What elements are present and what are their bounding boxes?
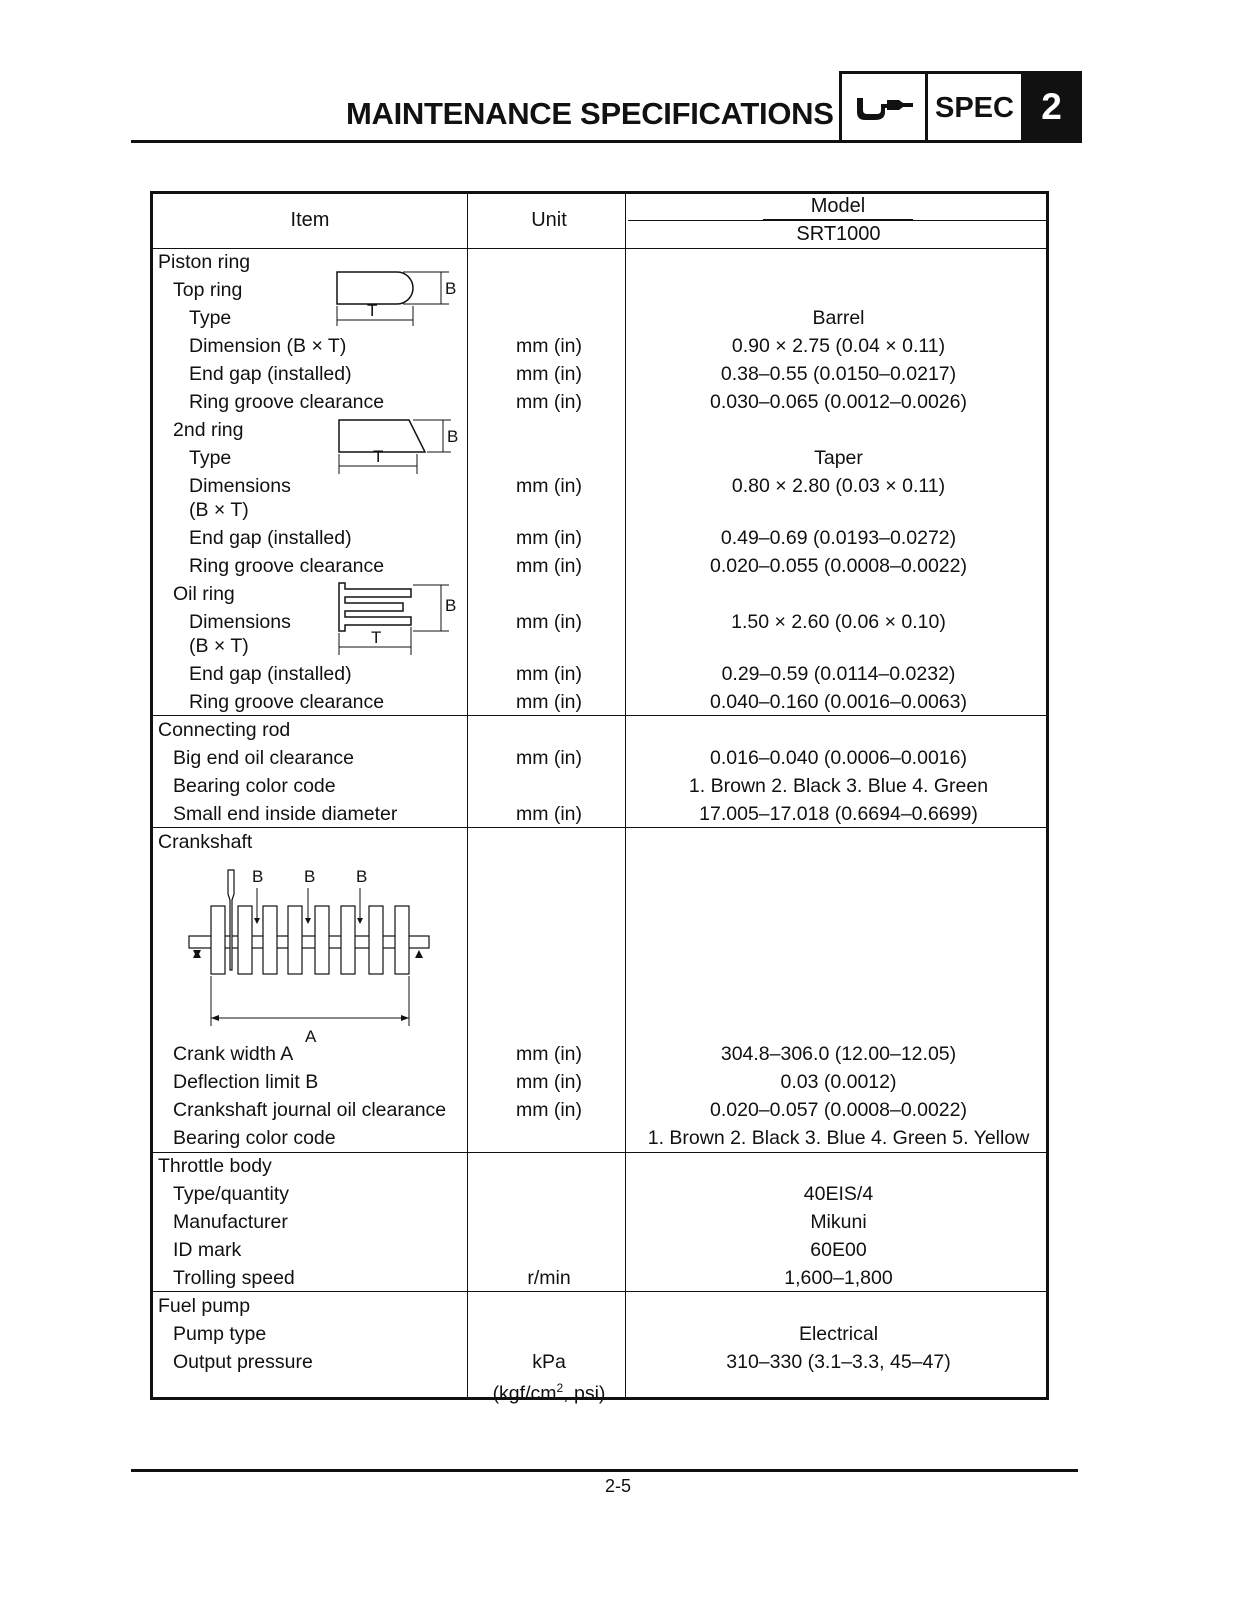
row-value: 1.50 × 2.60 (0.06 × 0.10)	[731, 611, 946, 633]
pressure-unit-line2: ($kgf/cm^2$, psi)	[492, 1381, 606, 1405]
row-unit: mm (in)	[515, 1071, 583, 1093]
row-item: Ring groove clearance	[189, 555, 385, 577]
diagram-label-b: B	[252, 867, 264, 886]
page-number: 2-5	[604, 1476, 631, 1496]
row-item: End gap (installed)	[189, 363, 352, 385]
section-badge	[839, 71, 1082, 143]
row-item: Deflection limit B	[173, 1071, 319, 1093]
section-label: SPEC	[928, 74, 1024, 140]
row-item: Big end oil clearance	[173, 747, 355, 769]
row-unit: mm (in)	[515, 1043, 583, 1065]
row-unit: mm (in)	[515, 391, 583, 413]
diagram-label-a: A	[305, 1027, 317, 1046]
crankshaft-diagram	[185, 866, 435, 1046]
row-item: Connecting rod	[158, 719, 291, 741]
row-value: 0.29–0.59 (0.0114–0.0232)	[721, 663, 956, 685]
row-item: Crank width A	[173, 1043, 294, 1065]
row-item: Ring groove clearance	[189, 391, 385, 413]
diagram-label-t: T	[371, 628, 382, 647]
row-value: 0.49–0.69 (0.0193–0.0272)	[720, 527, 957, 549]
section-divider	[153, 1152, 1046, 1153]
row-value: 0.020–0.055 (0.0008–0.0022)	[710, 555, 967, 577]
header-model: Model	[763, 193, 913, 220]
row-item: Trolling speed	[173, 1267, 295, 1289]
row-value: 304.8–306.0 (12.00–12.05)	[720, 1043, 957, 1065]
row-item: (B × T)	[189, 635, 249, 657]
row-item: Piston ring	[158, 251, 251, 273]
row-item: Bearing color code	[173, 775, 336, 797]
row-unit: kPa	[532, 1351, 566, 1373]
row-unit: mm (in)	[515, 803, 583, 825]
second-ring-diagram	[333, 416, 463, 478]
diagram-label-b: B	[447, 427, 459, 446]
row-item: Pump type	[173, 1323, 267, 1345]
row-unit: mm (in)	[515, 691, 583, 713]
row-item: Crankshaft	[158, 831, 253, 853]
row-item: Fuel pump	[158, 1295, 251, 1317]
page-title: MAINTENANCE SPECIFICATIONS	[346, 96, 834, 131]
row-item: (B × T)	[189, 499, 249, 521]
row-item: Dimension (B × T)	[189, 335, 347, 357]
row-unit: mm (in)	[515, 363, 583, 385]
row-item: Ring groove clearance	[189, 691, 385, 713]
row-item: Manufacturer	[173, 1211, 288, 1233]
header-model-name: SRT1000	[796, 223, 881, 245]
row-value: 0.38–0.55 (0.0150–0.0217)	[720, 363, 957, 385]
row-item: Output pressure	[173, 1351, 313, 1373]
row-value: 1. Brown 2. Black 3. Blue 4. Green 5. Yellow	[647, 1127, 1030, 1149]
row-value: 0.040–0.160 (0.0016–0.0063)	[710, 691, 967, 713]
row-value: 0.90 × 2.75 (0.04 × 0.11)	[731, 335, 946, 357]
col-divider	[467, 194, 468, 1397]
row-value: 0.020–0.057 (0.0008–0.0022)	[710, 1099, 967, 1121]
row-unit: mm (in)	[515, 663, 583, 685]
oil-ring-diagram	[333, 581, 463, 661]
diagram-label-b: B	[356, 867, 368, 886]
row-value: Mikuni	[810, 1211, 867, 1233]
header-divider	[153, 248, 1046, 249]
row-item: Small end inside diameter	[173, 803, 398, 825]
caliper-icon	[842, 74, 928, 140]
row-unit: mm (in)	[515, 475, 583, 497]
row-unit: mm (in)	[515, 335, 583, 357]
row-item: ID mark	[173, 1239, 242, 1261]
row-item: End gap (installed)	[189, 527, 352, 549]
row-value: Barrel	[812, 307, 865, 329]
row-value: 1. Brown 2. Black 3. Blue 4. Green	[688, 775, 989, 797]
row-value: 17.005–17.018 (0.6694–0.6699)	[699, 803, 978, 825]
row-unit: mm (in)	[515, 611, 583, 633]
row-value: 310–330 (3.1–3.3, 45–47)	[726, 1351, 951, 1373]
row-value: 40EIS/4	[803, 1183, 874, 1205]
diagram-label-t: T	[367, 301, 378, 320]
row-unit: mm (in)	[515, 555, 583, 577]
row-value: Taper	[814, 447, 863, 469]
row-unit: r/min	[527, 1267, 571, 1289]
diagram-label-t: T	[373, 447, 384, 466]
row-unit: mm (in)	[515, 527, 583, 549]
diagram-label-b: B	[304, 867, 316, 886]
diagram-label-b: B	[445, 279, 457, 298]
row-unit: mm (in)	[515, 1099, 583, 1121]
row-item: Throttle body	[158, 1155, 272, 1177]
row-value: 0.016–0.040 (0.0006–0.0016)	[710, 747, 967, 769]
row-value: 0.030–0.065 (0.0012–0.0026)	[710, 391, 967, 413]
row-item: Type	[189, 447, 232, 469]
chapter-number: 2	[1024, 74, 1079, 140]
top-ring-diagram	[331, 268, 461, 330]
row-value: 0.80 × 2.80 (0.03 × 0.11)	[731, 475, 946, 497]
row-item: Dimensions	[189, 475, 291, 497]
row-item: End gap (installed)	[189, 663, 352, 685]
row-value: 0.03 (0.0012)	[780, 1071, 897, 1093]
row-value: 60E00	[810, 1239, 867, 1261]
row-item: Type/quantity	[173, 1183, 289, 1205]
row-item: Dimensions	[189, 611, 291, 633]
header-item: Item	[290, 209, 330, 231]
row-item: Crankshaft journal oil clearance	[173, 1099, 447, 1121]
row-item: Oil ring	[173, 583, 235, 605]
row-value: Electrical	[798, 1323, 879, 1345]
footer-rule	[131, 1469, 1078, 1472]
row-item: Top ring	[173, 279, 243, 301]
row-item: Type	[189, 307, 232, 329]
row-value: 1,600–1,800	[784, 1267, 893, 1289]
spec-table	[150, 191, 1049, 1405]
header-rule	[131, 140, 843, 143]
row-item: 2nd ring	[173, 419, 244, 441]
row-unit: mm (in)	[515, 747, 583, 769]
header-unit: Unit	[531, 209, 567, 231]
diagram-label-b: B	[445, 596, 457, 615]
row-item: Bearing color code	[173, 1127, 336, 1149]
